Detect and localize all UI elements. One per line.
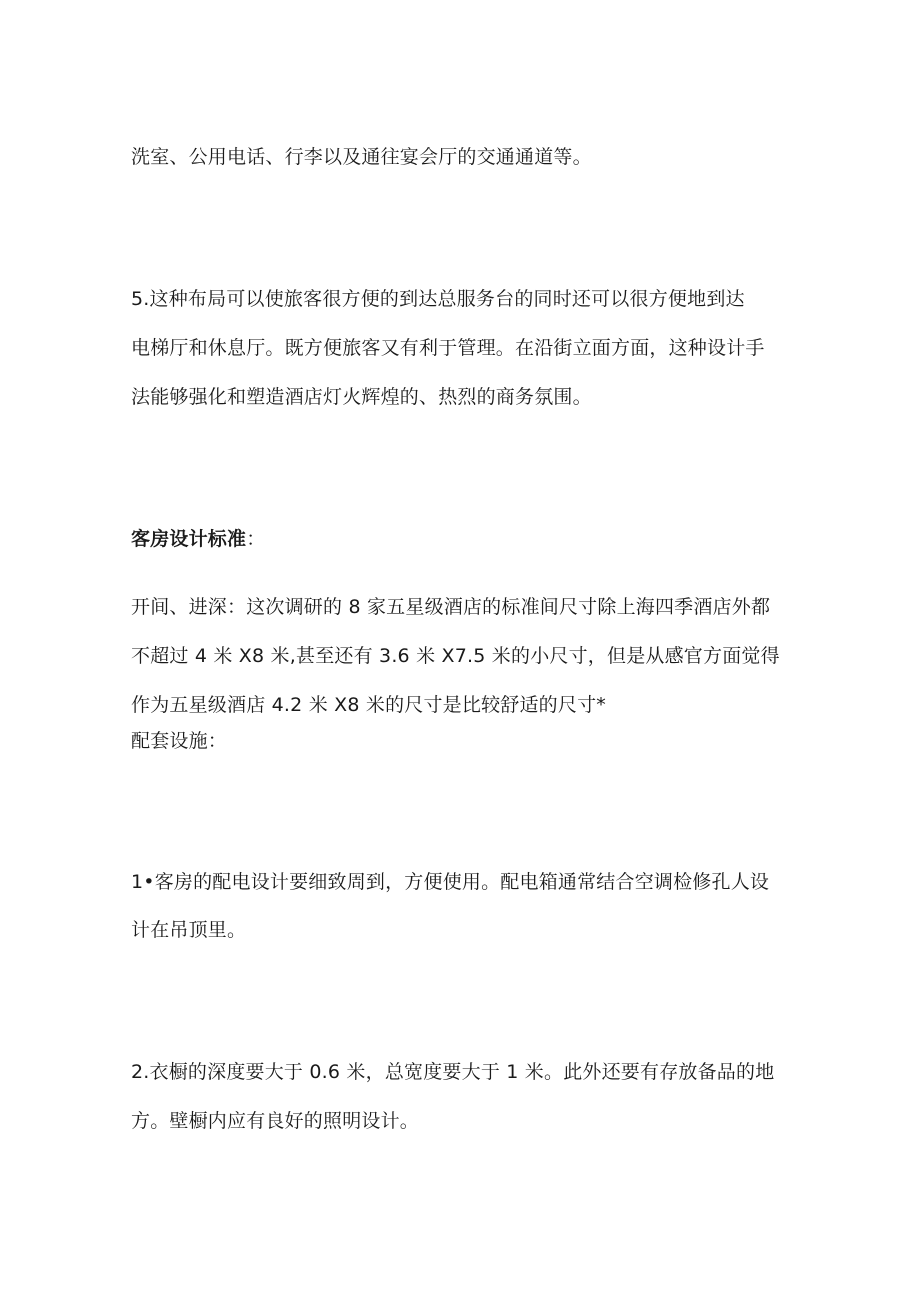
paragraph-line: 作为五星级酒店 4.2 米 X8 米的尺寸是比较舒适的尺寸* — [131, 694, 606, 716]
section-heading-colon: ： — [246, 528, 266, 550]
section-heading-text: 客房设计标准 — [131, 528, 247, 550]
paragraph-line: 配套设施： — [131, 730, 228, 752]
paragraph-line: 1•客房的配电设计要细致周到，方便使用。配电箱通常结合空调检修孔人设 — [131, 871, 770, 893]
paragraph-line: 法能够强化和塑造酒店灯火辉煌的、热烈的商务氛围。 — [131, 386, 592, 408]
paragraph-line: 洗室、公用电话、行李以及通往宴会厅的交通通道等。 — [131, 146, 592, 168]
paragraph-line: 2.衣橱的深度要大于 0.6 米，总宽度要大于 1 米。此外还要有存放备品的地 — [131, 1061, 775, 1083]
paragraph-line: 5.这种布局可以使旅客很方便的到达总服务台的同时还可以很方便地到达 — [131, 288, 745, 310]
paragraph-line: 不超过 4 米 X8 米,甚至还有 3.6 米 X7.5 米的小尺寸，但是从感官方面觉得 — [131, 645, 780, 667]
paragraph-line: 开间、进深：这次调研的 8 家五星级酒店的标准间尺寸除上海四季酒店外都 — [131, 596, 771, 618]
section-heading — [131, 527, 265, 551]
paragraph-line: 电梯厅和休息厅。既方便旅客又有利于管理。在沿街立面方面，这种设计手 — [131, 337, 765, 359]
paragraph-line: 方。壁橱内应有良好的照明设计。 — [131, 1110, 420, 1132]
paragraph-line: 计在吊顶里。 — [131, 919, 247, 941]
